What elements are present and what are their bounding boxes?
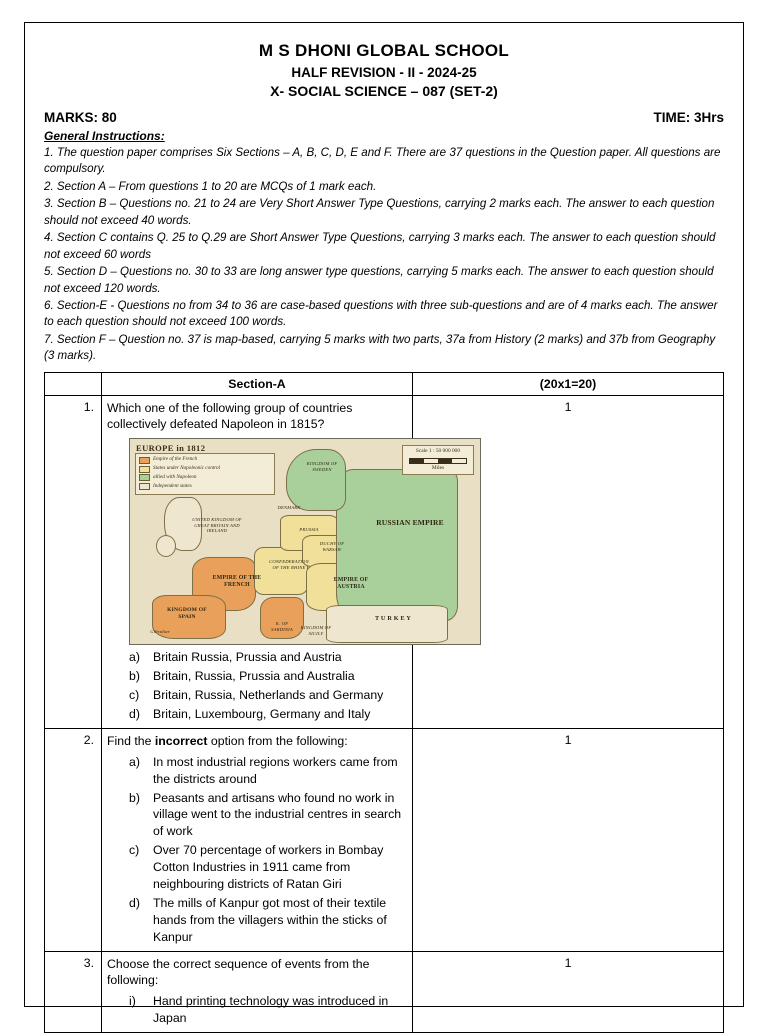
map-place-label: DUCHY OF WARSAW xyxy=(319,541,345,552)
page-content xyxy=(24,22,744,1033)
question-text: Which one of the following group of countries collectively defeated Napoleon in 1815? xyxy=(107,401,353,432)
question-text-post: option from the following: xyxy=(207,734,348,749)
map-scale-unit: Miles xyxy=(431,464,445,471)
option-label: b) xyxy=(129,669,140,684)
list-item xyxy=(107,668,407,685)
map-legend xyxy=(135,453,275,494)
instructions-list xyxy=(44,145,724,365)
question-mark: 1 xyxy=(413,396,724,729)
map-place-label: Gibraltar xyxy=(150,629,170,635)
option-label: a) xyxy=(129,650,140,665)
list-item xyxy=(107,754,407,788)
title-block xyxy=(44,40,724,101)
table-row xyxy=(45,729,724,952)
question-text xyxy=(107,733,407,749)
map-place-label: PRUSSIA xyxy=(299,527,319,533)
map-place-label: RUSSIAN EMPIRE xyxy=(376,518,444,528)
general-instructions-heading: General Instructions: xyxy=(44,128,165,143)
map-place-label: KINGDOM OF SWEDEN xyxy=(306,461,338,472)
table-row xyxy=(45,396,724,729)
instruction-item: 2. Section A – From questions 1 to 20 are MCQs of 1 mark each. xyxy=(44,179,377,193)
map-place-label: K. OF SARDINIA xyxy=(271,621,293,632)
legend-entry xyxy=(139,474,271,482)
question-text: Choose the correct sequence of events from the following: xyxy=(107,957,370,988)
map-place-label: T U R K E Y xyxy=(374,615,412,623)
option-text: Britain, Luxembourg, Germany and Italy xyxy=(153,707,371,722)
section-label: Section-A xyxy=(102,372,413,395)
map-scale-title: Scale 1 : 50 000 000 xyxy=(415,448,461,455)
legend-swatch xyxy=(139,466,150,473)
question-number: 2. xyxy=(45,729,102,952)
options-list xyxy=(107,754,407,947)
option-label: c) xyxy=(129,843,140,858)
option-text: The mills of Kanpur got most of their textile hands from the villagers within the sticks of Kanpur xyxy=(153,896,387,945)
legend-label: States under Napoleonic control xyxy=(153,465,221,472)
list-item xyxy=(107,706,407,723)
map-place-label: KINGDOM OF SPAIN xyxy=(167,607,207,620)
instruction-item: 5. Section D – Questions no. 30 to 33 are long answer type questions, carrying 5 marks each. The answer to each question should not exceed 120 words. xyxy=(44,265,714,295)
list-item xyxy=(107,687,407,704)
question-number: 1. xyxy=(45,396,102,729)
option-label: a) xyxy=(129,754,140,769)
instruction-item: 4. Section C contains Q. 25 to Q.29 are Short Answer Type Questions, carrying 3 marks each. The answer to each question should not exceed 60 words xyxy=(44,231,716,261)
option-text: Britain, Russia, Prussia and Australia xyxy=(153,669,355,684)
option-label: b) xyxy=(129,790,140,805)
legend-swatch xyxy=(139,457,150,464)
section-header-row xyxy=(45,372,724,395)
options-list xyxy=(107,649,407,723)
map-region-sweden xyxy=(286,449,346,511)
legend-entry xyxy=(139,456,271,464)
section-marks: (20x1=20) xyxy=(413,372,724,395)
list-item xyxy=(107,895,407,946)
question-text-pre: Find the xyxy=(107,734,155,749)
instruction-item: 6. Section-E - Questions no from 34 to 36 are case-based questions with three sub-questions and are of 4 marks each. The answer to each question should not exceed 100 words. xyxy=(44,299,718,329)
total-marks: MARKS: 80 xyxy=(44,109,117,125)
option-label: d) xyxy=(129,896,140,911)
list-item xyxy=(107,790,407,841)
options-list xyxy=(107,993,407,1027)
legend-label: Independent states xyxy=(153,482,192,489)
question-number: 3. xyxy=(45,952,102,1032)
option-text: Over 70 percentage of workers in Bombay Cotton Industries in 1911 came from neighbouring districts of Ratan Giri xyxy=(153,843,384,892)
legend-swatch xyxy=(139,474,150,481)
question-mark: 1 xyxy=(413,729,724,952)
map-place-label: CONFEDERATION OF THE RHINE xyxy=(269,559,309,570)
map-scale xyxy=(402,445,474,474)
legend-label: allied with Napoleon xyxy=(153,474,197,481)
question-mark: 1 xyxy=(413,952,724,1032)
question-body xyxy=(102,729,413,952)
list-item xyxy=(107,993,407,1027)
legend-label: Empire of the French xyxy=(153,456,198,463)
europe-1812-map-figure xyxy=(129,438,481,645)
subject-line: X- SOCIAL SCIENCE – 087 (SET-2) xyxy=(270,83,498,100)
total-time: TIME: 3Hrs xyxy=(653,109,724,125)
option-text: Britain Russia, Prussia and Austria xyxy=(153,650,342,665)
exam-name: HALF REVISION - II - 2024-25 xyxy=(291,64,477,80)
list-item xyxy=(107,649,407,666)
instruction-item: 3. Section B – Questions no. 21 to 24 are Very Short Answer Type Questions, carrying 2 marks each. The answer to each question should not exceed 40 words. xyxy=(44,197,715,227)
question-text-emphasis: incorrect xyxy=(154,734,208,749)
option-label: i) xyxy=(129,993,136,1008)
legend-swatch xyxy=(139,483,150,490)
question-body xyxy=(102,396,461,729)
map-region-turkey xyxy=(326,605,448,643)
map-place-label: DENMARK xyxy=(277,505,301,511)
questions-table xyxy=(44,372,724,1033)
map-place-label: EMPIRE OF AUSTRIA xyxy=(333,577,369,591)
map-region-russian-empire xyxy=(336,469,458,621)
map-title: EUROPE in 1812 xyxy=(136,443,206,454)
legend-entry xyxy=(139,465,271,473)
list-item xyxy=(107,842,407,893)
map-scale-bar xyxy=(409,458,467,464)
question-body xyxy=(102,952,413,1032)
option-text: In most industrial regions workers came from the districts around xyxy=(153,754,398,786)
map-place-label: KINGDOM OF SICILY xyxy=(300,625,332,636)
option-text: Peasants and artisans who found no work in village went to the industrial centres in search of work xyxy=(153,790,402,839)
section-header-blank xyxy=(45,372,102,395)
instruction-item: 7. Section F – Question no. 37 is map-based, carrying 5 marks with two parts, 37a from History (2 marks) and 37b from Geography (3 marks). xyxy=(44,332,716,363)
school-name: M S DHONI GLOBAL SCHOOL xyxy=(258,41,510,60)
legend-entry xyxy=(139,483,271,491)
option-label: d) xyxy=(129,707,140,722)
marks-time-row xyxy=(44,110,724,125)
map-place-label: UNITED KINGDOM OF GREAT BRITAIN AND IRELAND xyxy=(192,517,242,534)
table-row xyxy=(45,952,724,1032)
instruction-item: 1. The question paper comprises Six Sections – A, B, C, D, E and F. There are 37 questions in the Question paper. All questions are compulsory. xyxy=(44,145,721,176)
option-text: Britain, Russia, Netherlands and Germany xyxy=(153,688,384,703)
option-label: c) xyxy=(129,688,140,703)
option-text: Hand printing technology was introduced in Japan xyxy=(153,993,389,1025)
map-place-label: EMPIRE OF THE FRENCH xyxy=(212,575,262,589)
